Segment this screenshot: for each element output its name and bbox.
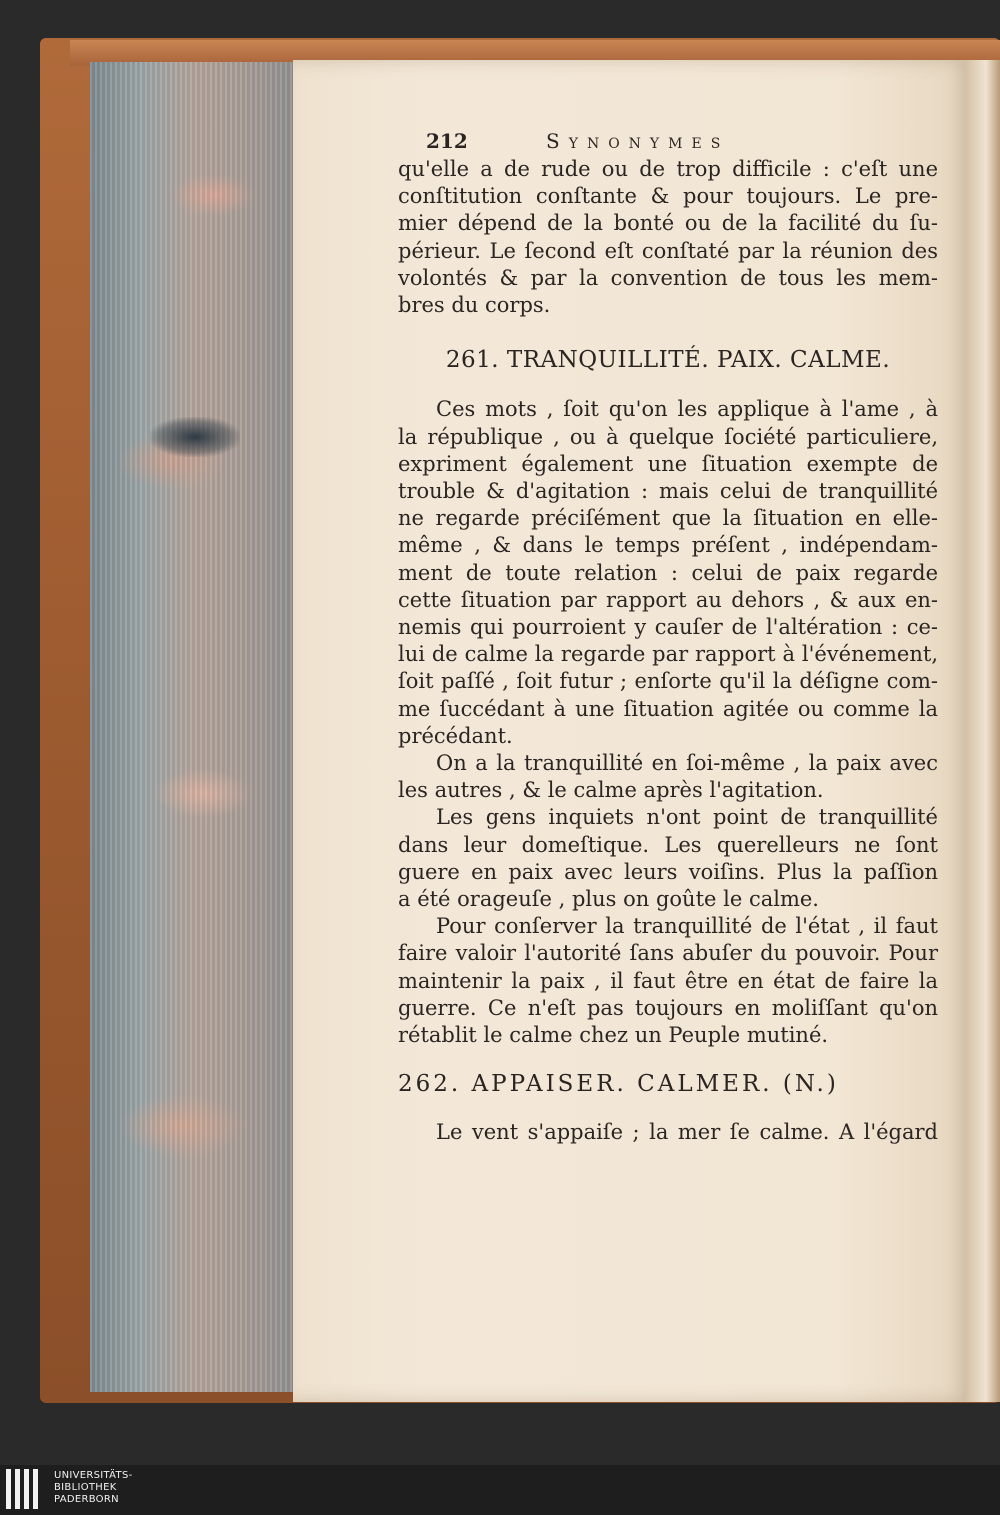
continued-paragraph xyxy=(398,156,938,319)
page-number: 212 xyxy=(426,129,468,153)
text-line: guere en paix avec leurs voiſins. Plus la paſſion xyxy=(398,859,938,884)
text-line: même , & dans le temps préſent , indépendam- xyxy=(398,533,938,558)
text-line: expriment également une ſituation exempte de xyxy=(398,451,938,476)
paragraph xyxy=(398,1119,938,1146)
text-line: maintenir la paix , il faut être en état de faire la xyxy=(398,968,938,993)
paragraph xyxy=(398,804,938,913)
section-heading-261: 261. TRANQUILLITÉ. PAIX. CALME. xyxy=(445,347,891,374)
text-line: la république , ou à quelque ſociété particuliere, xyxy=(398,424,938,449)
text-line: les autres , & le calme après l'agitation. xyxy=(398,778,824,803)
text-line: précédant. xyxy=(398,723,513,748)
library-name xyxy=(54,1470,133,1506)
paragraph xyxy=(398,396,938,750)
text-line: Le vent s'appaiſe ; la mer ſe calme. A l'égard xyxy=(436,1119,938,1144)
text-line: trouble & d'agitation : mais celui de tranquillité xyxy=(398,479,938,504)
running-head-title: Synonymes xyxy=(546,129,730,153)
page-gutter xyxy=(965,60,1000,1402)
text-line: rétablit le calme chez un Peuple mutiné. xyxy=(398,1023,829,1048)
text-line: Pour conſerver la tranquillité de l'état , il faut xyxy=(436,914,938,939)
section-heading-262: 262. APPAISER. CALMER. (N.) xyxy=(398,1071,839,1098)
text-line: dans leur domeſtique. Les querelleurs ne ſont xyxy=(398,832,938,857)
library-name-line: UNIVERSITÄTS- xyxy=(54,1470,133,1481)
library-name-line: BIBLIOTHEK xyxy=(54,1482,117,1493)
text-line: faire valoir l'autorité ſans abuſer du pouvoir. Pour xyxy=(398,941,938,966)
text-line: volontés & par la convention de tous les mem- xyxy=(398,265,938,290)
text-line: Les gens inquiets n'ont point de tranquillité xyxy=(436,805,938,830)
text-line: nemis qui pourroient y cauſer de l'altération : ce- xyxy=(398,615,938,640)
text-line: cette ſituation par rapport au dehors , & aux en- xyxy=(398,587,938,612)
text-line: Ces mots , ſoit qu'on les applique à l'ame , à xyxy=(436,397,938,422)
text-line: guerre. Ce n'eſt pas toujours en moliſſant qu'on xyxy=(398,995,938,1020)
text-line: lui de calme la regarde par rapport à l'événement, xyxy=(398,642,938,667)
text-line: ne regarde préciſément que la ſituation en elle- xyxy=(398,506,938,531)
library-name-line: PADERBORN xyxy=(54,1494,119,1505)
page-text xyxy=(398,128,938,1146)
text-line: ſoit paſſé , ſoit futur ; enſorte qu'il la déſigne com- xyxy=(398,669,938,694)
paragraph xyxy=(398,750,938,804)
text-line: On a la tranquillité en ſoi-même , la paix avec xyxy=(436,751,938,776)
text-line: mier dépend de la bonté ou de la facilité du ſu- xyxy=(398,211,938,236)
text-line: bres du corps. xyxy=(398,293,551,318)
running-head xyxy=(398,128,938,156)
marbled-page-edge xyxy=(90,62,295,1392)
paragraph xyxy=(398,913,938,1049)
text-line: me ſuccédant à une ſituation agitée ou comme la xyxy=(398,696,938,721)
text-line: périeur. Le ſecond eſt conſtaté par la réunion des xyxy=(398,238,938,263)
text-line: a été orageuſe , plus on goûte le calme. xyxy=(398,887,819,912)
text-line: ment de toute relation : celui de paix regarde xyxy=(398,560,938,585)
library-logo-icon xyxy=(6,1469,46,1509)
text-line: qu'elle a de rude ou de trop difficile : c'eſt une xyxy=(398,157,938,181)
text-line: conſtitution conſtante & pour toujours. Le pre- xyxy=(398,184,938,209)
ink-stain xyxy=(150,417,240,457)
library-footer xyxy=(0,1465,1000,1515)
